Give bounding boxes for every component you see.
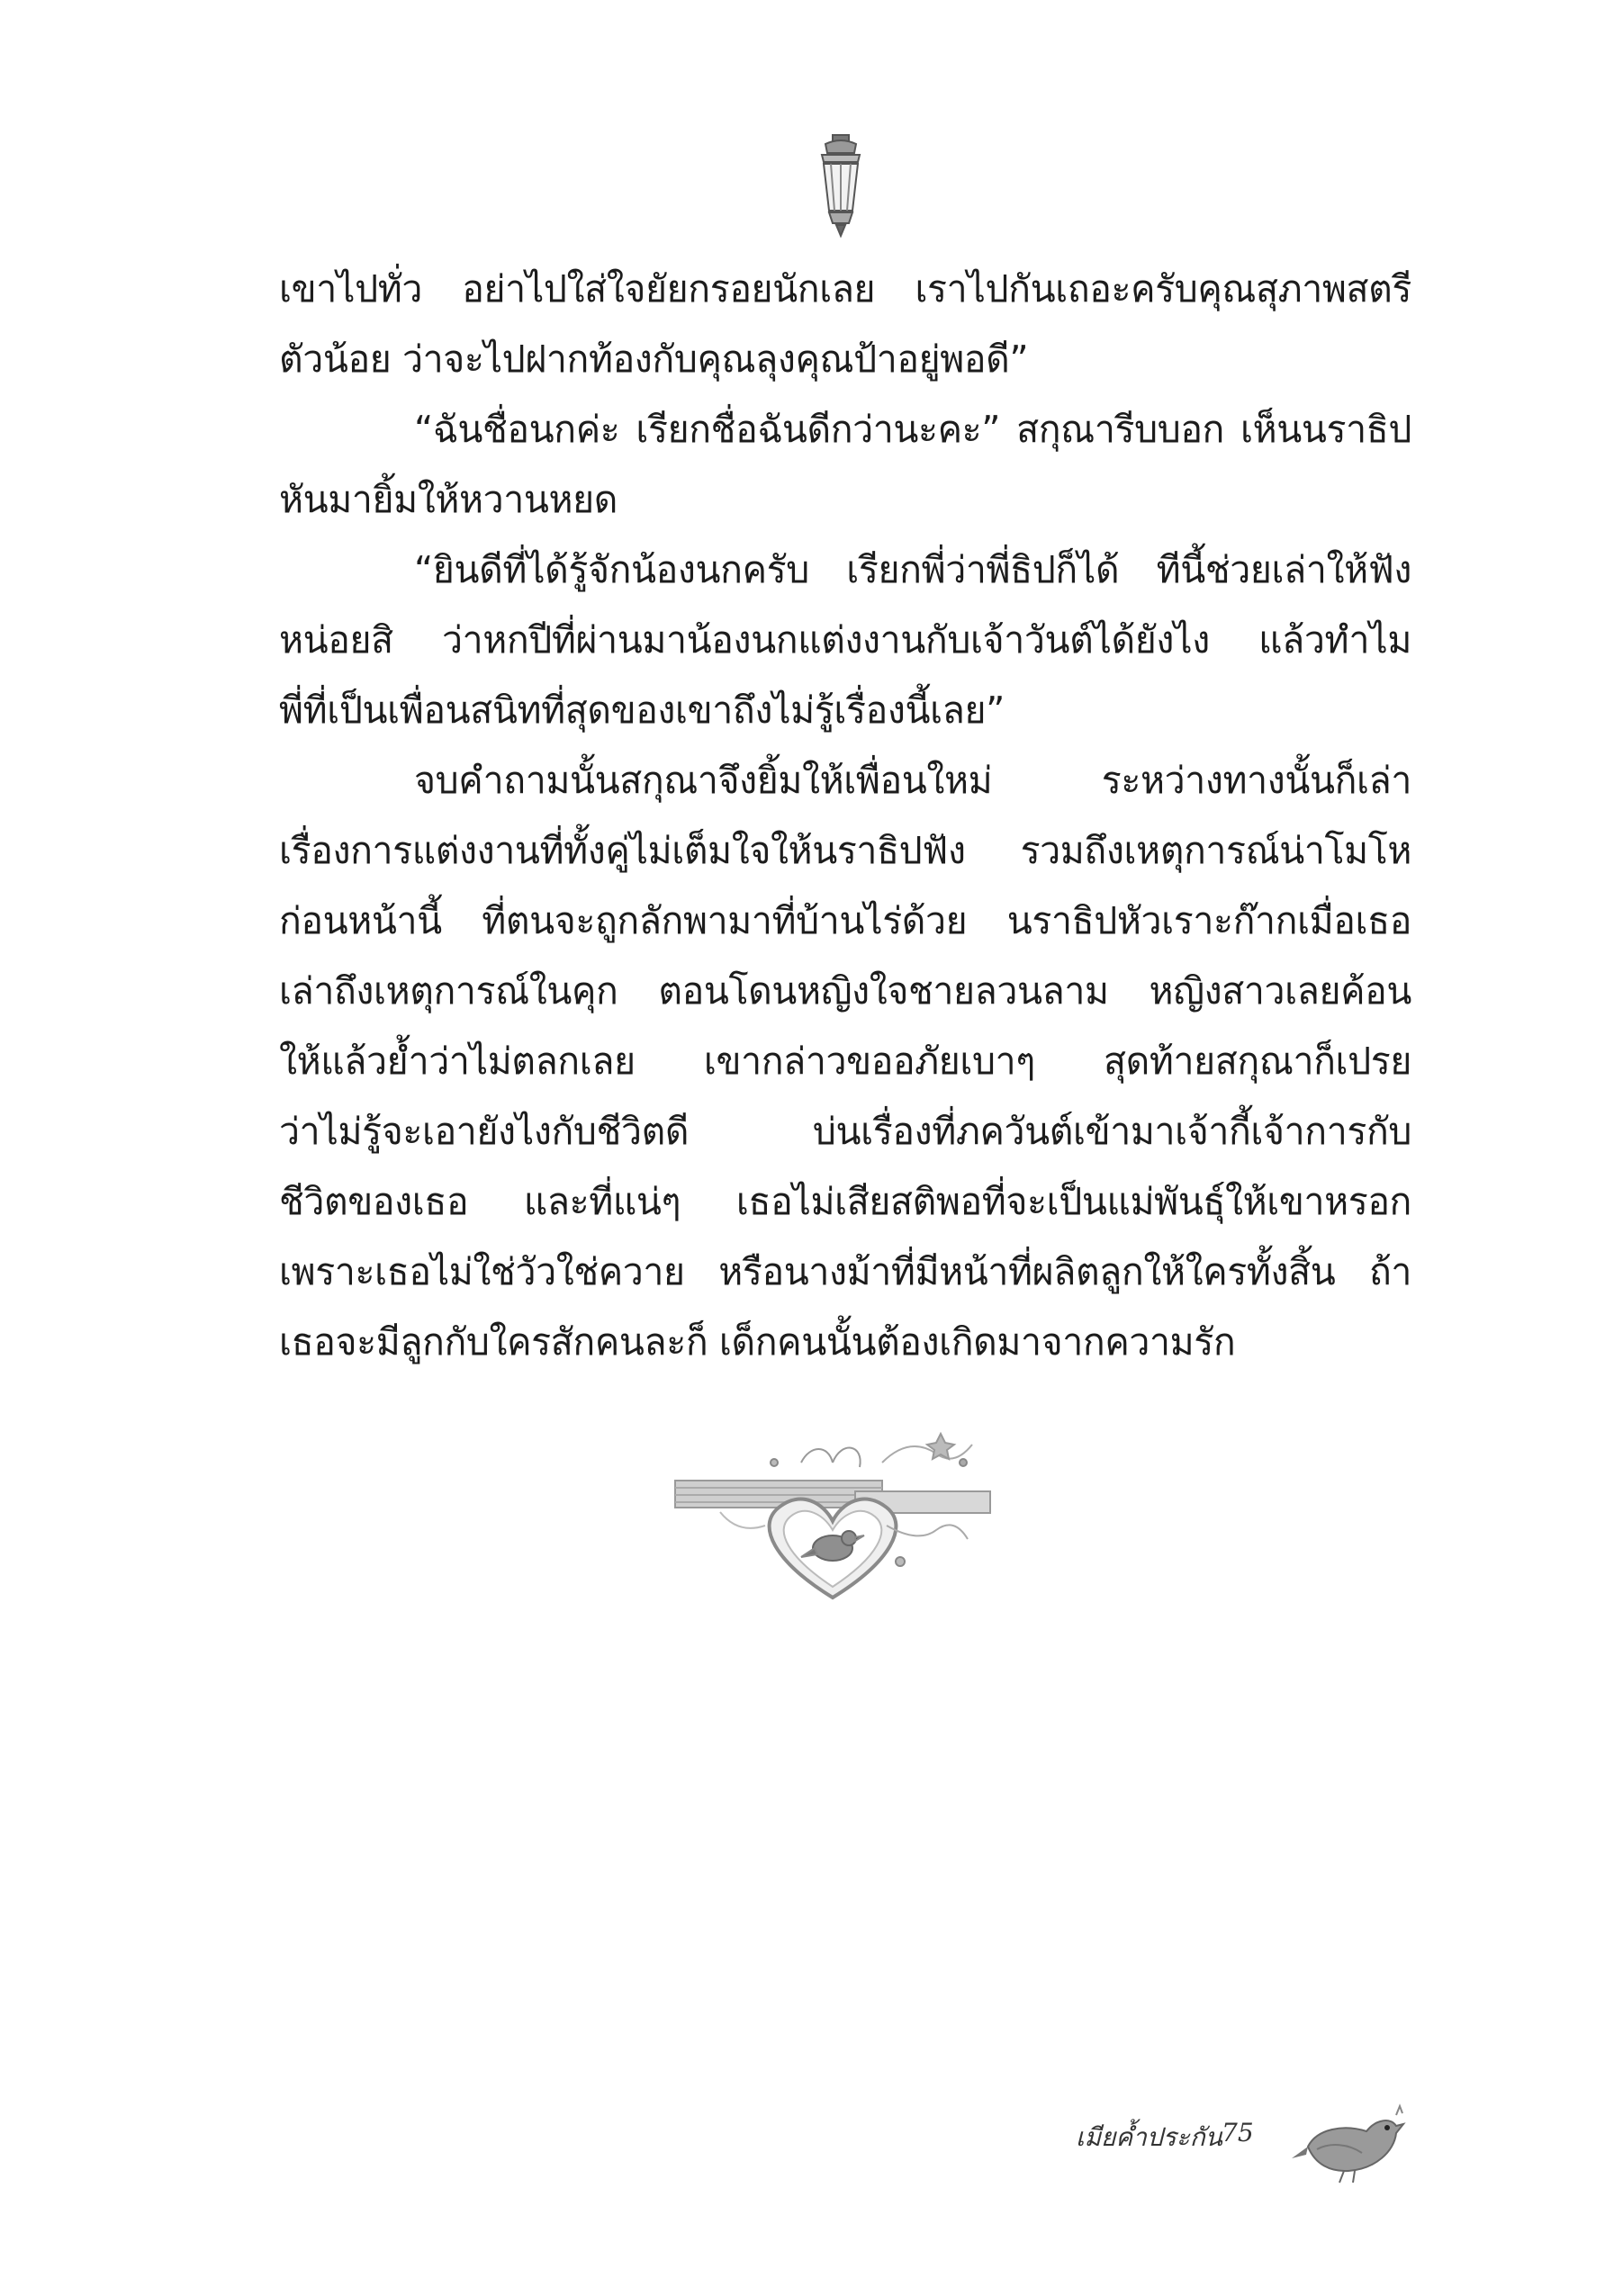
text-line: “ฉันชื่อนกค่ะ เรียกชื่อฉันดีกว่านะคะ” สกุณารีบบอก เห็นนราธิป — [414, 408, 1411, 451]
text-line: ตัวน้อย ว่าจะไปฝากท้องกับคุณลุงคุณป้าอยู่พอดี” — [279, 338, 1029, 381]
text-line: เพราะเธอไม่ใช่วัวใช่ควาย หรือนางม้าที่มีหน้าที่ผลิตลูกให้ใครทั้งสิ้น ถ้า — [279, 1250, 1411, 1293]
text-line: หน่อยสิ ว่าหกปีที่ผ่านมาน้องนกแต่งงานกับเจ้าวันต์ได้ยังไง แล้วทำไม — [279, 618, 1411, 662]
text-line: เธอจะมีลูกกับใครสักคนละก็ เด็กคนนั้นต้องเกิดมาจากความรัก — [279, 1320, 1236, 1364]
text-line: เรื่องการแต่งงานที่ทั้งคู่ไม่เต็มใจให้นราธิปฟัง รวมถึงเหตุการณ์น่าโมโห — [279, 829, 1411, 872]
paragraph — [279, 254, 1411, 394]
text-line: เล่าถึงเหตุการณ์ในคุก ตอนโดนหญิงใจชายลวนลาม หญิงสาวเลยค้อน — [279, 969, 1411, 1013]
heart-bird-ornament — [666, 1427, 999, 1602]
paragraph — [279, 535, 1411, 745]
lantern-icon — [813, 133, 869, 239]
text-line: “ยินดีที่ได้รู้จักน้องนกครับ เรียกพี่ว่าพี่ธิปก็ได้ ทีนี้ช่วยเล่าให้ฟัง — [414, 548, 1411, 591]
page-footer — [1076, 2088, 1418, 2196]
bird-icon — [1290, 2088, 1407, 2187]
text-line: ว่าไม่รู้จะเอายังไงกับชีวิตดี บ่นเรื่องที่ภควันต์เข้ามาเจ้ากี้เจ้าการกับ — [279, 1110, 1411, 1153]
text-line: ให้แล้วย้ำว่าไม่ตลกเลย เขากล่าวขออภัยเบาๆ สุดท้ายสกุณาก็เปรย — [279, 1040, 1411, 1083]
text-line: ก่อนหน้านี้ ที่ตนจะถูกลักพามาที่บ้านไร่ด้วย นราธิปหัวเราะก๊ากเมื่อเธอ — [279, 899, 1411, 942]
paragraph — [279, 394, 1411, 535]
body-text — [279, 254, 1411, 1377]
paragraph — [279, 745, 1411, 1377]
text-line: พี่ที่เป็นเพื่อนสนิทที่สุดของเขาถึงไม่รู้เรื่องนี้เลย” — [279, 689, 1005, 732]
text-line: หันมายิ้มให้หวานหยด — [279, 478, 618, 521]
text-line: จบคำถามนั้นสกุณาจึงยิ้มให้เพื่อนใหม่ ระหว่างทางนั้นก็เล่า — [414, 759, 1411, 802]
text-line: ชีวิตของเธอ และที่แน่ๆ เธอไม่เสียสติพอที่จะเป็นแม่พันธุ์ให้เขาหรอก — [279, 1180, 1411, 1223]
book-title: เมียค้ำประกัน — [1076, 2122, 1222, 2152]
text-line: เขาไปทั่ว อย่าไปใส่ใจยัยกรอยนักเลย เราไปกันเถอะครับคุณสุภาพสตรี — [279, 267, 1411, 311]
page-number: 75 — [1222, 2118, 1254, 2147]
